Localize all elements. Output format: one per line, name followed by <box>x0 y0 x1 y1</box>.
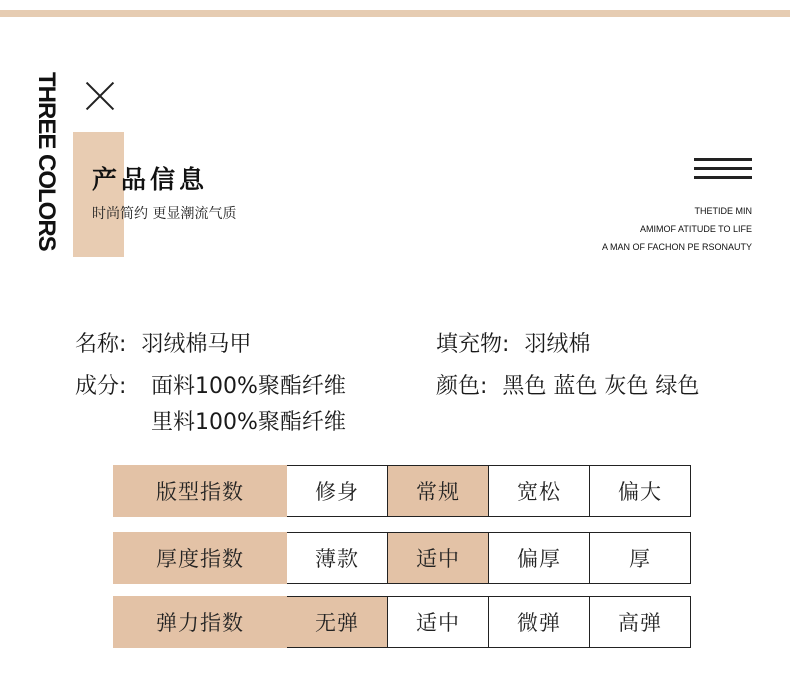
index-option: 偏大 <box>590 465 691 517</box>
index-option: 适中 <box>388 596 489 648</box>
menu-lines-icon <box>694 158 752 185</box>
menu-line <box>694 176 752 179</box>
index-option: 微弹 <box>489 596 590 648</box>
color-label: 颜色: <box>436 374 488 399</box>
filling-value: 羽绒棉 <box>524 332 591 357</box>
fit-index-row <box>113 465 691 517</box>
top-accent-bar <box>0 10 790 17</box>
index-option: 厚 <box>590 532 691 584</box>
menu-line <box>694 158 752 161</box>
thickness-index-label: 厚度指数 <box>113 532 287 584</box>
section-subtitle: 时尚简约 更显潮流气质 <box>92 206 237 222</box>
material-label: 成分: <box>75 374 127 399</box>
section-title: 产品信息 <box>92 165 209 194</box>
tagline-line: AMIMOF ATITUDE TO LIFE <box>639 224 752 234</box>
index-option: 薄款 <box>287 532 388 584</box>
index-option-selected: 常规 <box>388 465 489 517</box>
material-line-lining: 里料100%聚酯纤维 <box>151 410 346 435</box>
material-line-outer: 面料100%聚酯纤维 <box>151 374 346 399</box>
tagline <box>602 202 752 256</box>
name-label: 名称: <box>75 332 127 357</box>
index-option-selected: 适中 <box>388 532 489 584</box>
elasticity-index-row <box>113 596 691 648</box>
filling-field <box>436 327 590 358</box>
index-option: 宽松 <box>489 465 590 517</box>
index-option: 修身 <box>287 465 388 517</box>
index-option: 偏厚 <box>489 532 590 584</box>
menu-line <box>694 167 752 170</box>
index-option: 高弹 <box>590 596 691 648</box>
tagline-line: A MAN OF FACHON PE RSONAUTY <box>601 242 752 252</box>
name-field <box>75 327 251 358</box>
name-value: 羽绒棉马甲 <box>141 332 252 357</box>
index-option-selected: 无弹 <box>287 596 388 648</box>
close-icon <box>86 82 114 110</box>
tagline-line: THETIDE MIN <box>694 206 752 216</box>
vertical-brand-text: THREE COLORS <box>33 72 60 251</box>
filling-label: 填充物: <box>436 332 510 357</box>
elasticity-index-label: 弹力指数 <box>113 596 287 648</box>
color-field <box>436 369 699 400</box>
thickness-index-row <box>113 532 691 584</box>
color-value: 黑色 蓝色 灰色 绿色 <box>502 374 700 399</box>
fit-index-label: 版型指数 <box>113 465 287 517</box>
